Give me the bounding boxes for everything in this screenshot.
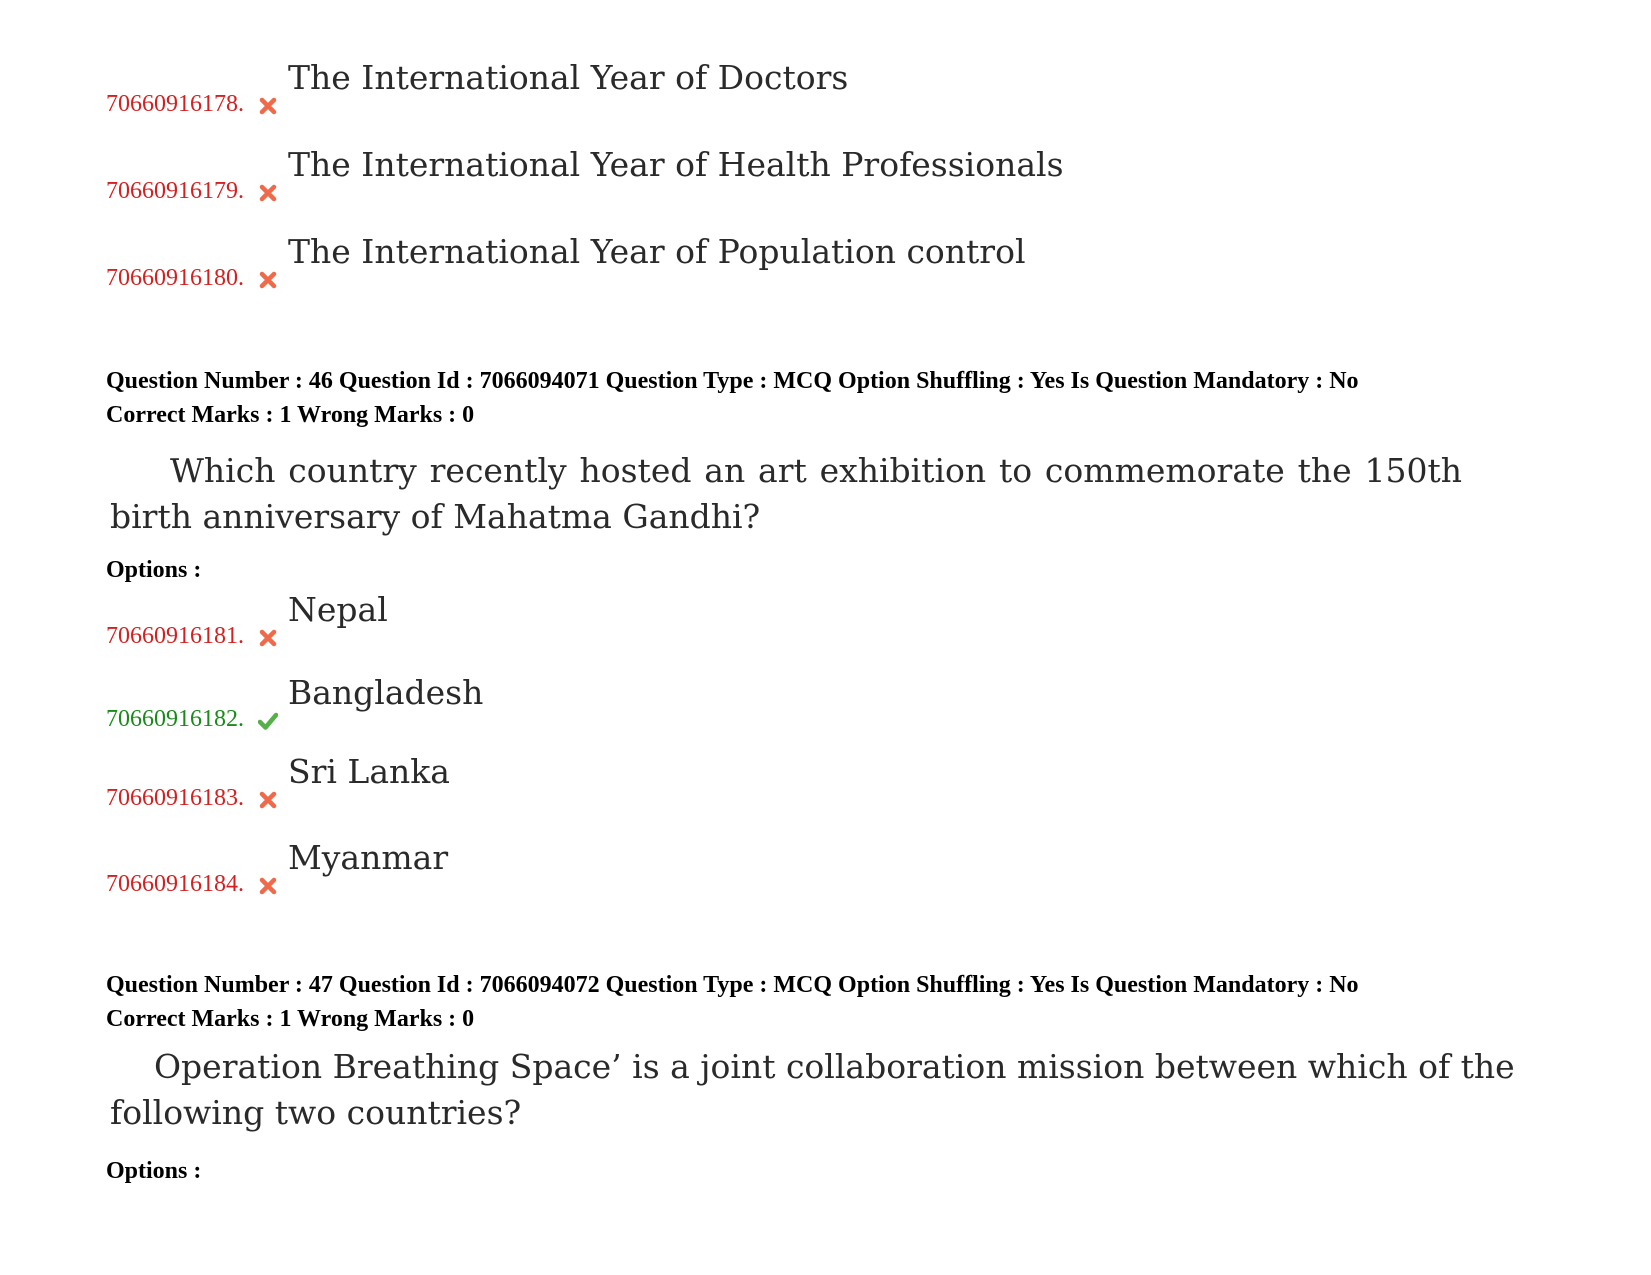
option-id: 70660916184.	[106, 871, 244, 897]
cross-icon	[258, 876, 278, 896]
cross-icon	[258, 183, 278, 203]
question-header	[106, 364, 1359, 432]
option-text: Myanmar	[288, 838, 449, 877]
question-marks: Correct Marks : 1 Wrong Marks : 0	[106, 1006, 475, 1032]
cross-icon	[258, 628, 278, 648]
question-meta: Question Number : 46 Question Id : 7066094071 Question Type : MCQ Option Shuffling : Yes Is Question Mandatory : No	[106, 368, 1359, 394]
cross-icon	[258, 270, 278, 290]
option-id: 70660916178.	[106, 91, 244, 117]
option-text: The International Year of Doctors	[288, 58, 849, 97]
question-text	[110, 1044, 1515, 1136]
option-text: The International Year of Population control	[288, 232, 1026, 271]
option-text: The International Year of Health Professionals	[288, 145, 1064, 184]
question-text-body: Which country recently hosted an art exhibition to commemorate the 150th birth anniversary of Mahatma Gandhi?	[110, 451, 1462, 536]
options-label: Options :	[106, 557, 202, 583]
check-icon	[258, 711, 278, 731]
cross-icon	[258, 790, 278, 810]
options-label: Options :	[106, 1158, 202, 1184]
option-id: 70660916180.	[106, 265, 244, 291]
question-text	[110, 448, 1462, 540]
option-id: 70660916182.	[106, 706, 244, 732]
question-header	[106, 968, 1359, 1036]
option-id: 70660916179.	[106, 178, 244, 204]
question-text-line: Operation Breathing Space’ is a joint collaboration mission between which of the	[154, 1047, 1515, 1086]
option-id: 70660916181.	[106, 623, 244, 649]
question-meta: Question Number : 47 Question Id : 7066094072 Question Type : MCQ Option Shuffling : Yes Is Question Mandatory : No	[106, 972, 1359, 998]
option-text: Nepal	[288, 590, 388, 629]
option-id: 70660916183.	[106, 785, 244, 811]
option-text: Sri Lanka	[288, 752, 450, 791]
question-text-line: following two countries?	[110, 1093, 522, 1132]
cross-icon	[258, 96, 278, 116]
question-marks: Correct Marks : 1 Wrong Marks : 0	[106, 402, 475, 428]
option-text: Bangladesh	[288, 673, 484, 712]
